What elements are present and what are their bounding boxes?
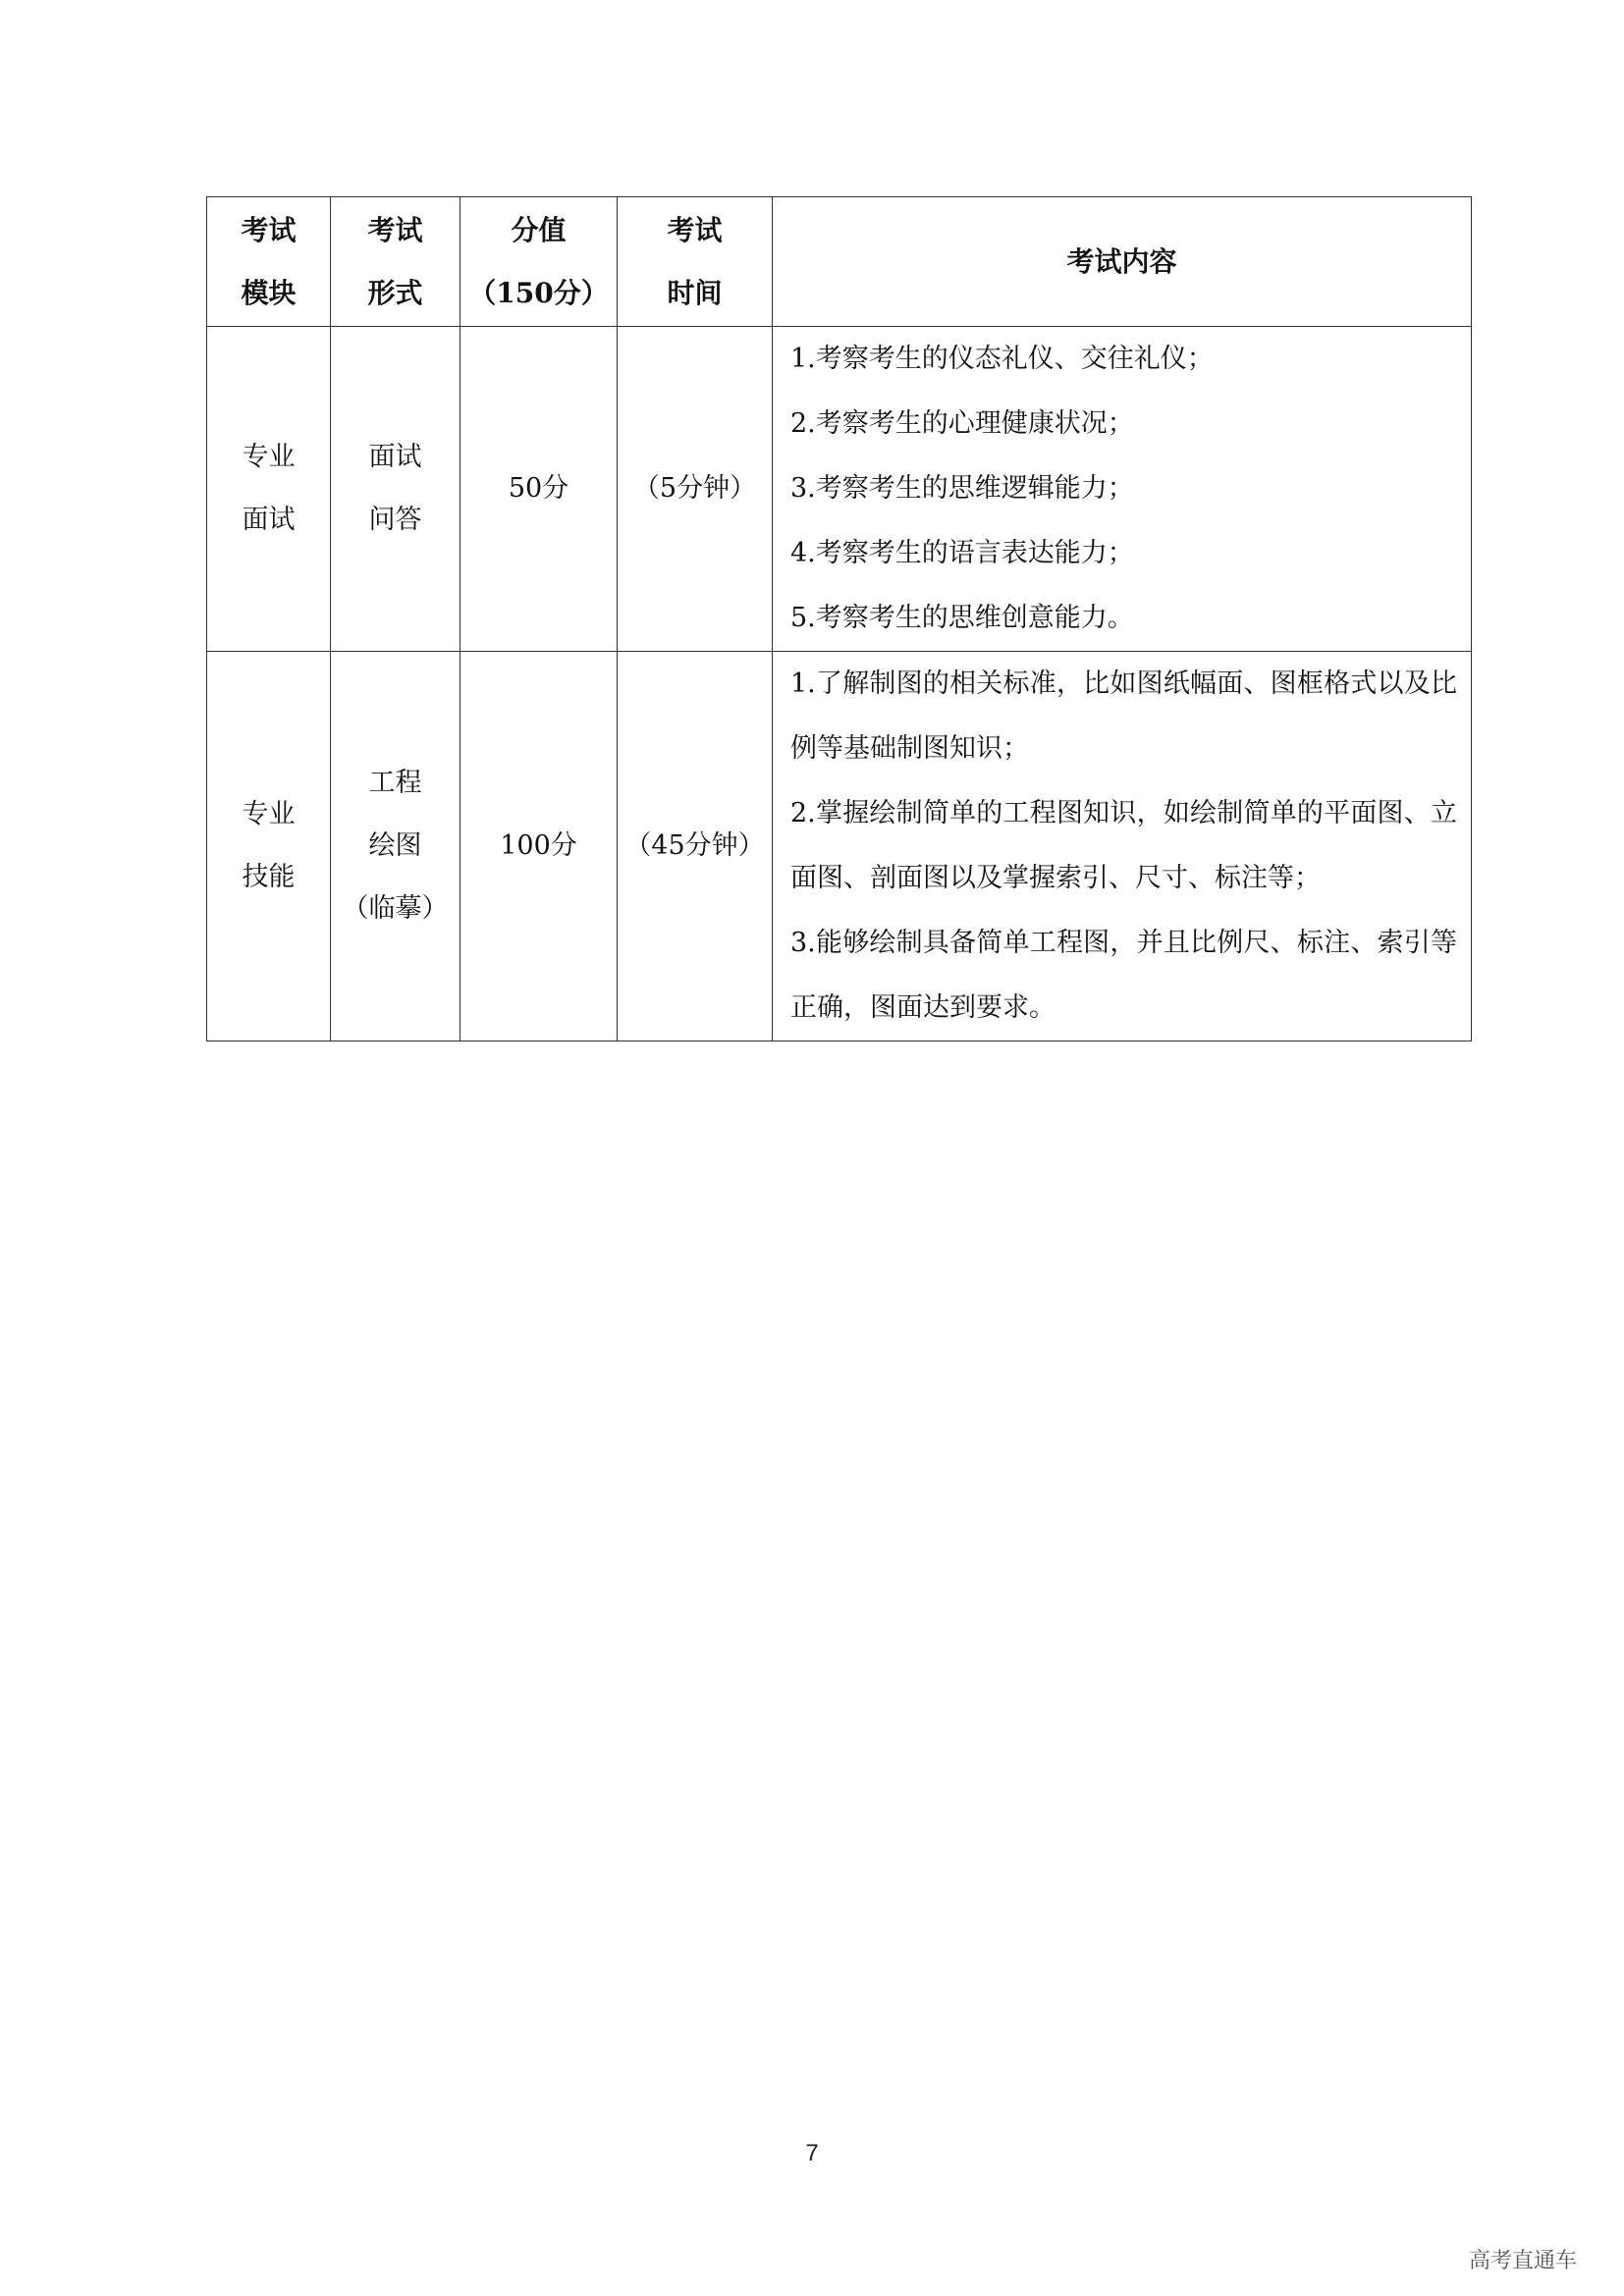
watermark: 高考直通车 — [1468, 2249, 1577, 2273]
content-item: 2.考察考生的心理健康状况； — [790, 408, 1134, 439]
content-item: 3.考察考生的思维逻辑能力； — [790, 473, 1134, 504]
table-row — [207, 327, 1472, 652]
module-cell: 专业 面试 — [207, 327, 331, 652]
content-item: 3.能够绘制具备简单工程图，并且比例尺、标注、索引等正确，图面达到要求。 — [790, 928, 1457, 1023]
table-header-row — [207, 197, 1472, 327]
content-item: 4.考察考生的语言表达能力； — [790, 538, 1134, 568]
header-exam-time: 考试 时间 — [618, 197, 773, 327]
header-exam-form: 考试 形式 — [331, 197, 460, 327]
score-cell: 50分 — [460, 327, 618, 652]
table-row — [207, 652, 1472, 1041]
header-exam-content: 考试内容 — [773, 197, 1472, 327]
form-cell: 工程 绘图 （临摹） — [331, 652, 460, 1041]
exam-table — [206, 196, 1472, 1041]
time-cell: （5分钟） — [618, 327, 773, 652]
content-item: 5.考察考生的思维创意能力。 — [790, 603, 1134, 633]
header-exam-module: 考试 模块 — [207, 197, 331, 327]
score-cell: 100分 — [460, 652, 618, 1041]
header-score: 分值 （150分） — [460, 197, 618, 327]
content-item: 1.了解制图的相关标准，比如图纸幅面、图框格式以及比例等基础制图知识； — [790, 668, 1457, 764]
time-cell: （45分钟） — [618, 652, 773, 1041]
content-item: 1.考察考生的仪态礼仪、交往礼仪； — [790, 344, 1214, 374]
content-cell — [773, 652, 1472, 1041]
module-cell: 专业 技能 — [207, 652, 331, 1041]
page-number: 7 — [805, 2140, 819, 2166]
content-cell — [773, 327, 1472, 652]
content-item: 2.掌握绘制简单的工程图知识，如绘制简单的平面图、立面图、剖面图以及掌握索引、尺寸、标注等； — [790, 798, 1457, 893]
form-cell: 面试 问答 — [331, 327, 460, 652]
